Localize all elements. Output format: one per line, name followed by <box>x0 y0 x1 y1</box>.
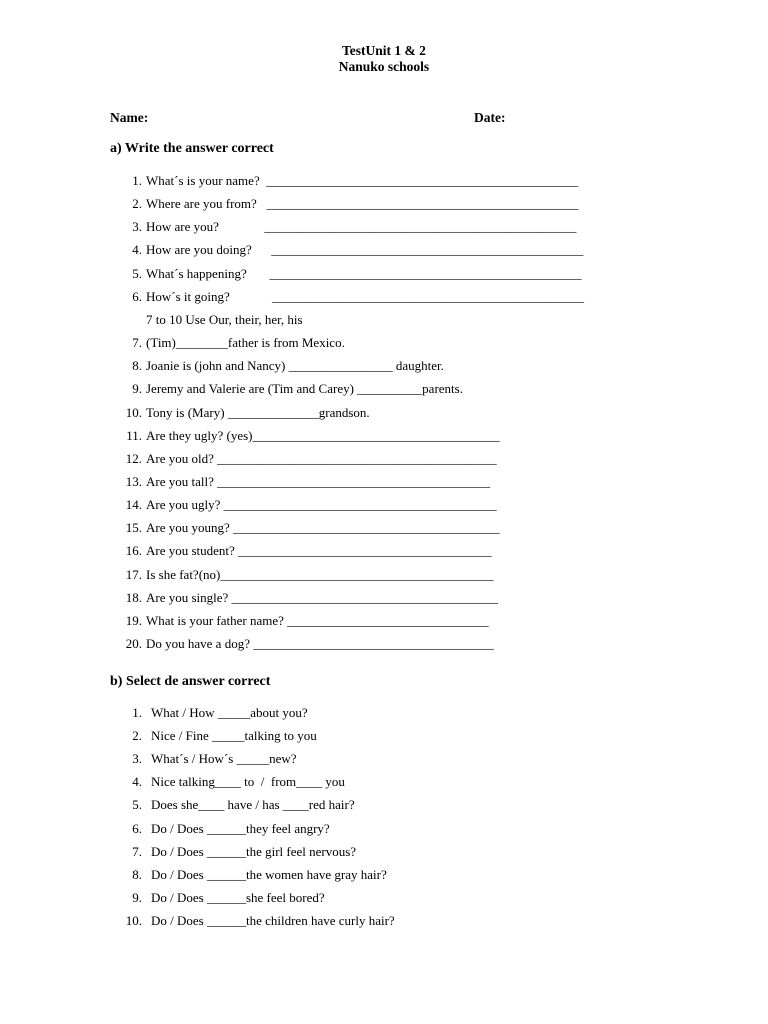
question-number: 17. <box>125 566 142 582</box>
section-b-heading: b) Select de answer correct <box>110 674 271 689</box>
question-item <box>0 912 768 930</box>
question-item <box>0 796 768 814</box>
question-number: 19. <box>125 612 142 628</box>
question-number: 5. <box>132 797 142 813</box>
question-text: Do / Does ______the girl feel nervous? <box>151 843 357 859</box>
question-number: 4. <box>132 242 142 258</box>
question-text: Are you tall? __________________________________________ <box>146 473 491 489</box>
question-item <box>0 750 768 768</box>
question-number: 13. <box>125 473 142 489</box>
page-subtitle: Nanuko schools <box>338 59 430 74</box>
question-text: 7 to 10 Use Our, their, her, his <box>146 311 303 327</box>
question-text: Tony is (Mary) ______________grandson. <box>146 404 370 420</box>
question-number: 10. <box>125 404 142 420</box>
question-text: What´s happening? ________________________________________________ <box>146 265 582 281</box>
question-item <box>0 357 768 375</box>
question-text: Do you have a dog? _____________________________________ <box>146 636 494 651</box>
section-a-heading: a) Write the answer correct <box>110 141 274 156</box>
question-item <box>0 635 768 653</box>
question-text: How are you doing? ________________________________________________ <box>146 242 584 258</box>
question-number: 6. <box>132 820 142 836</box>
question-text: Are you young? _________________________________________ <box>146 520 500 536</box>
question-text: Are you single? _________________________________________ <box>146 589 499 605</box>
page-title: TestUnit 1 & 2 <box>342 43 426 58</box>
question-item <box>0 773 768 791</box>
question-item <box>0 496 768 514</box>
question-item <box>0 519 768 537</box>
question-number: 12. <box>125 450 142 466</box>
question-text: Is she fat?(no)__________________________________________ <box>146 566 494 582</box>
question-item <box>0 218 768 236</box>
question-number: 18. <box>125 589 142 605</box>
question-text: Joanie is (john and Nancy) ________________ daughter. <box>146 358 444 374</box>
question-number: 7. <box>132 843 142 859</box>
question-item <box>0 473 768 491</box>
date-label: Date: <box>474 110 506 125</box>
question-text: Do / Does ______she feel bored? <box>151 889 325 905</box>
question-text: Where are you from? ________________________________________________ <box>146 196 579 212</box>
question-number: 1. <box>132 705 142 720</box>
question-number: 15. <box>125 520 142 536</box>
question-item <box>0 195 768 213</box>
name-label: Name: <box>110 110 149 125</box>
question-item <box>0 265 768 283</box>
question-number: 2. <box>132 728 142 744</box>
question-item <box>0 589 768 607</box>
question-text: Are you ugly? __________________________________________ <box>146 497 497 513</box>
question-text: What´s / How´s _____new? <box>151 751 297 767</box>
question-item <box>0 404 768 422</box>
question-item <box>0 566 768 584</box>
question-item <box>0 311 768 329</box>
question-number: 10. <box>125 912 142 928</box>
question-item <box>0 450 768 468</box>
question-number: 14. <box>125 497 142 513</box>
question-item <box>0 704 768 722</box>
question-text: How´s it going? ________________________________________________ <box>146 288 585 304</box>
question-text: Nice / Fine _____talking to you <box>151 728 317 744</box>
question-number: 6. <box>132 288 142 304</box>
question-text: What / How _____about you? <box>151 705 308 720</box>
question-item <box>0 241 768 259</box>
question-number: 20. <box>125 636 142 651</box>
question-item <box>0 172 768 190</box>
question-item <box>0 612 768 630</box>
question-text: Does she____ have / has ____red hair? <box>151 797 355 813</box>
question-text: Nice talking____ to / from____ you <box>151 774 345 790</box>
question-item <box>0 380 768 398</box>
question-item <box>0 820 768 838</box>
question-number: 1. <box>132 173 142 188</box>
question-item <box>0 866 768 884</box>
question-item <box>0 889 768 907</box>
question-number: 3. <box>132 751 142 767</box>
question-number: 7. <box>132 335 142 351</box>
question-text: Are you old? ___________________________________________ <box>146 450 497 466</box>
title-block <box>0 43 768 75</box>
question-number: 2. <box>132 196 142 212</box>
question-text: What´s is your name? ________________________________________________ <box>146 173 579 188</box>
question-number: 4. <box>132 774 142 790</box>
question-text: Jeremy and Valerie are (Tim and Carey) __________parents. <box>146 381 463 397</box>
question-item <box>0 727 768 745</box>
question-number: 11. <box>126 427 142 443</box>
question-text: How are you? ________________________________________________ <box>146 219 577 235</box>
question-item <box>0 843 768 861</box>
question-text: Do / Does ______they feel angry? <box>151 820 330 836</box>
question-text: Do / Does ______the children have curly hair? <box>151 912 395 928</box>
question-number: 3. <box>132 219 142 235</box>
question-number: 9. <box>132 889 142 905</box>
question-number: 9. <box>132 381 142 397</box>
question-text: (Tim)________father is from Mexico. <box>146 335 345 351</box>
question-item <box>0 427 768 445</box>
question-text: What is your father name? _______________________________ <box>146 612 489 628</box>
question-item <box>0 288 768 306</box>
question-item <box>0 542 768 560</box>
question-text: Are they ugly? (yes)______________________________________ <box>146 427 500 443</box>
question-number: 16. <box>125 543 142 559</box>
question-item <box>0 334 768 352</box>
question-text: Do / Does ______the women have gray hair? <box>151 866 387 882</box>
question-number: 8. <box>132 358 142 374</box>
question-number: 5. <box>132 265 142 281</box>
question-text: Are you student? _______________________________________ <box>146 543 492 559</box>
question-number: 8. <box>132 866 142 882</box>
